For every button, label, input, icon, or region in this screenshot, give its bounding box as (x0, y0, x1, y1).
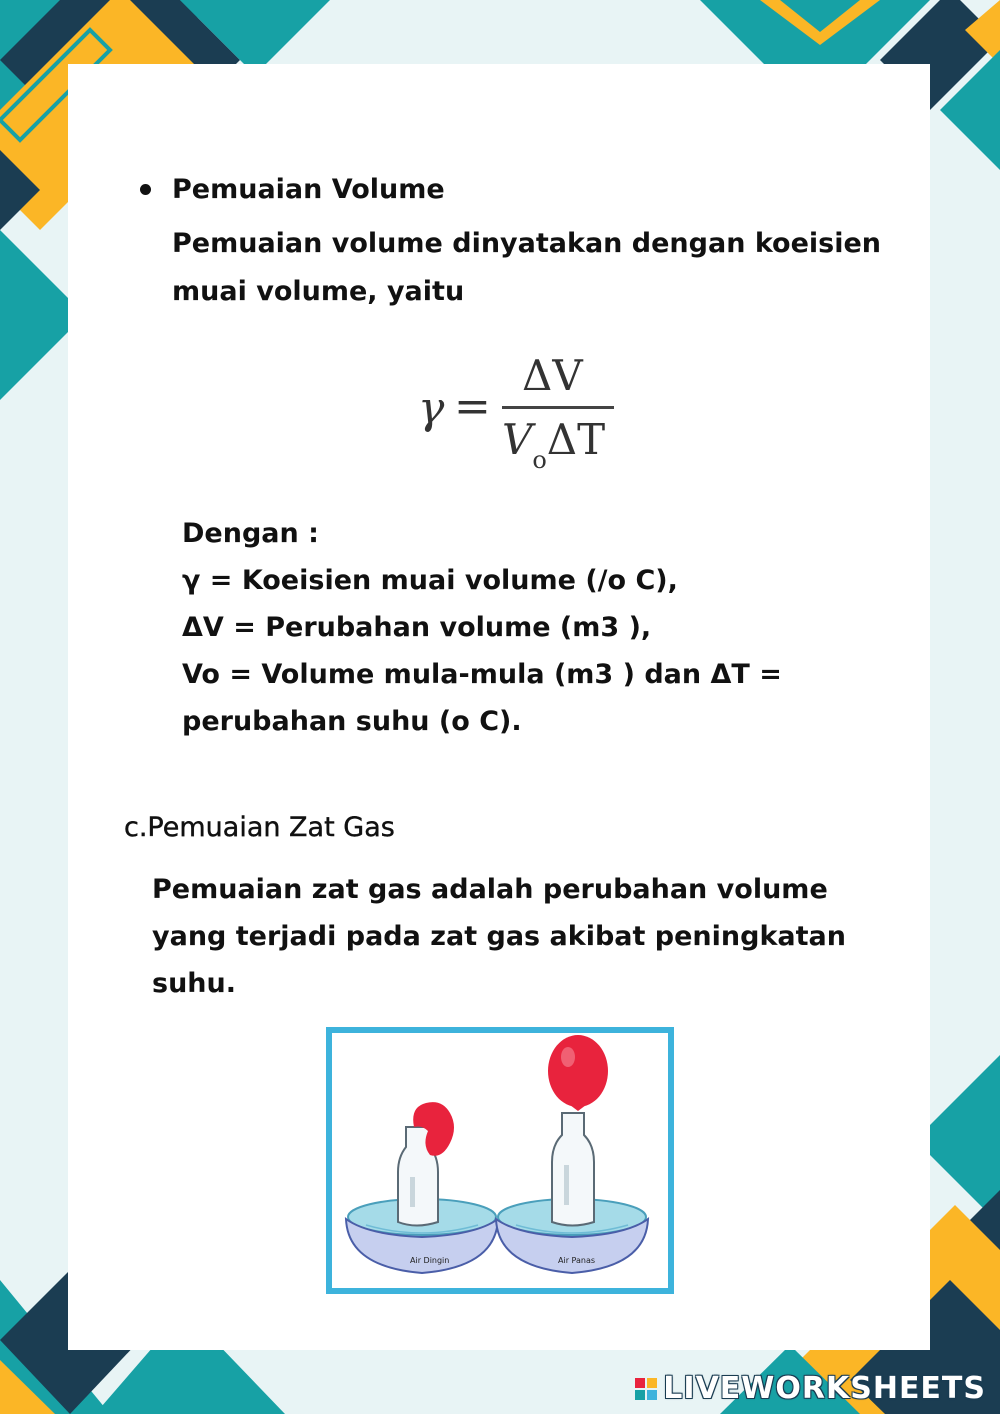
formula-denominator (502, 415, 606, 474)
right-bowl-label: Air Panas (558, 1256, 596, 1265)
intro-text-line: Pemuaian volume dinyatakan dengan koeisien (172, 228, 882, 259)
formula-denominator-v: V (502, 415, 533, 464)
definitions-title: Dengan : (182, 518, 319, 549)
formula-subscript: o (532, 446, 547, 474)
intro-text-line: muai volume, yaitu (172, 276, 465, 307)
definition-line: γ = Koeisien muai volume (/o C), (182, 565, 678, 596)
definition-line: ΔV = Perubahan volume (m3 ), (182, 612, 652, 643)
formula-fraction-bar (502, 406, 614, 409)
liveworksheets-watermark (635, 1371, 986, 1406)
formula (410, 345, 630, 485)
left-bowl-label: Air Dingin (410, 1256, 450, 1265)
formula-denominator-rest: ΔT (546, 415, 606, 464)
gas-body-line: yang terjadi pada zat gas akibat peningkatan (152, 921, 846, 952)
watermark-text: LIVEWORKSHEETS (663, 1371, 986, 1406)
formula-numerator: ΔV (522, 351, 583, 400)
formula-equals: = (454, 381, 491, 432)
bullet-icon (140, 184, 151, 195)
balloon-bottle-illustration (326, 1027, 674, 1294)
gas-body-line: suhu. (152, 968, 236, 999)
formula-gamma: γ (418, 383, 445, 434)
liveworksheets-logo-icon (635, 1378, 657, 1400)
section-heading-gas: c.Pemuaian Zat Gas (124, 812, 395, 843)
section-heading-volume: Pemuaian Volume (172, 174, 445, 205)
definition-line: perubahan suhu (o C). (182, 706, 522, 737)
gas-body-line: Pemuaian zat gas adalah perubahan volume (152, 874, 828, 905)
definition-line: Vo = Volume mula-mula (m3 ) dan ΔT = (182, 659, 782, 690)
